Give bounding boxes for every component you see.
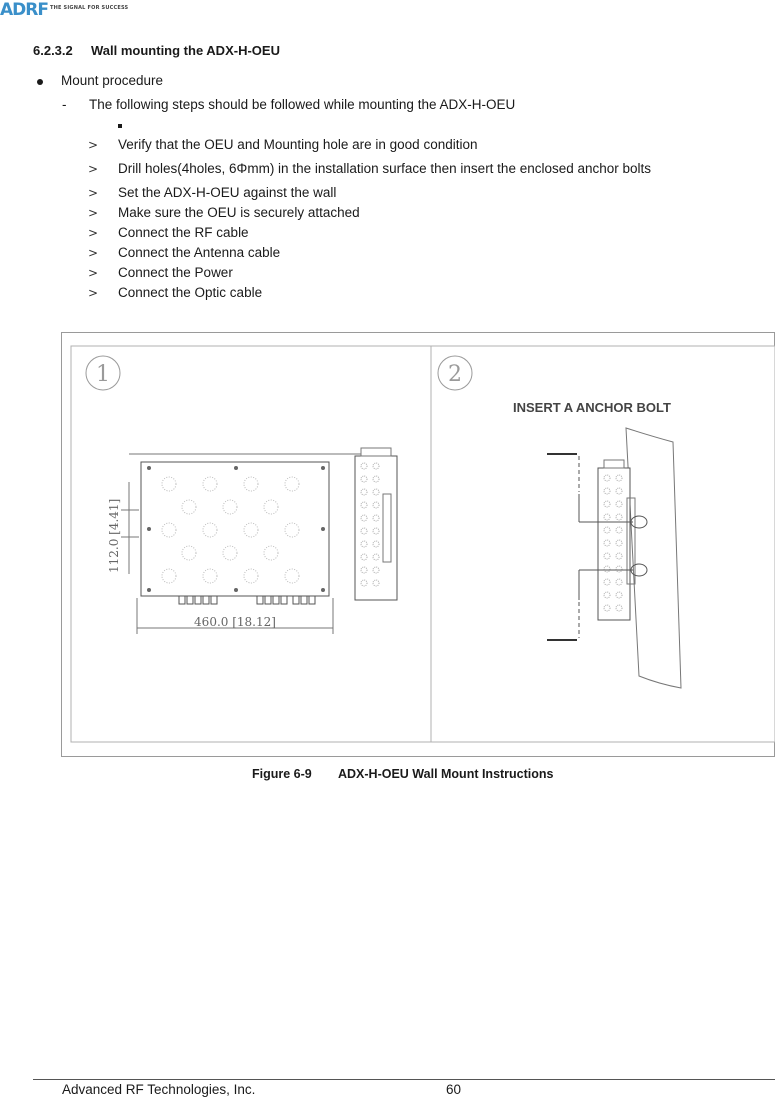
width-dimension-label: 460.0 [18.12] [194, 615, 276, 629]
dash-marker: - [62, 97, 67, 112]
wall-mount-figure [61, 332, 775, 757]
figure-caption [252, 767, 554, 781]
step-marker: > [88, 138, 99, 152]
screw-hole [147, 527, 151, 531]
step-marker: > [88, 226, 99, 240]
screw-hole [147, 466, 151, 470]
step-marker: > [88, 186, 99, 200]
panel1-number: 1 [96, 362, 110, 387]
unit-side-view [355, 448, 397, 600]
square-bullet [118, 124, 122, 128]
screw-hole [321, 527, 325, 531]
section-number: 6.2.3.2 [33, 43, 73, 58]
anchor-bolt-label: INSERT A ANCHOR BOLT [513, 400, 671, 415]
page-number: 60 [446, 1082, 462, 1097]
screw-hole [147, 588, 151, 592]
step-marker: > [88, 266, 99, 280]
footer-company: Advanced RF Technologies, Inc. [62, 1082, 256, 1097]
step-text: Connect the Optic cable [118, 285, 263, 300]
panel2-number: 2 [448, 362, 462, 387]
section-heading [33, 43, 280, 58]
bullet-dot [37, 79, 43, 85]
section-title: Wall mounting the ADX-H-OEU [91, 43, 280, 58]
step-marker: > [88, 162, 99, 176]
screw-hole [321, 466, 325, 470]
logo-tagline: THE SIGNAL FOR SUCCESS [50, 5, 129, 11]
step-marker: > [88, 206, 99, 220]
unit-front-view [129, 454, 361, 604]
company-logo [0, 0, 140, 22]
unit-body [141, 462, 329, 596]
step-text: Drill holes(4holes, 6Φmm) in the installation surface then insert the enclosed anchor bolts [118, 161, 652, 176]
step-text: Make sure the OEU is securely attached [118, 205, 360, 220]
step-text: Set the ADX-H-OEU against the wall [118, 185, 337, 200]
step-text: Connect the Antenna cable [118, 245, 281, 260]
screw-hole [321, 588, 325, 592]
height-dimension-label: 112.0 [4.41] [107, 498, 121, 573]
step-text: Verify that the OEU and Mounting hole are in good condition [118, 137, 478, 152]
step-text: Connect the Power [118, 265, 233, 280]
footer-rule [33, 1079, 775, 1080]
screw-hole [234, 466, 238, 470]
screw-hole [234, 588, 238, 592]
figure-caption-text: ADX-H-OEU Wall Mount Instructions [338, 767, 554, 781]
mounted-unit-view [598, 460, 635, 620]
step-text: Connect the RF cable [118, 225, 249, 240]
dash-text: The following steps should be followed while mounting the ADX-H-OEU [89, 97, 516, 112]
step-marker: > [88, 246, 99, 260]
mounted-unit-body [598, 468, 630, 620]
step-marker: > [88, 286, 99, 300]
logo-mark: ADRF [0, 0, 48, 20]
bullet-text: Mount procedure [61, 73, 164, 88]
figure-number: Figure 6-9 [252, 767, 312, 781]
